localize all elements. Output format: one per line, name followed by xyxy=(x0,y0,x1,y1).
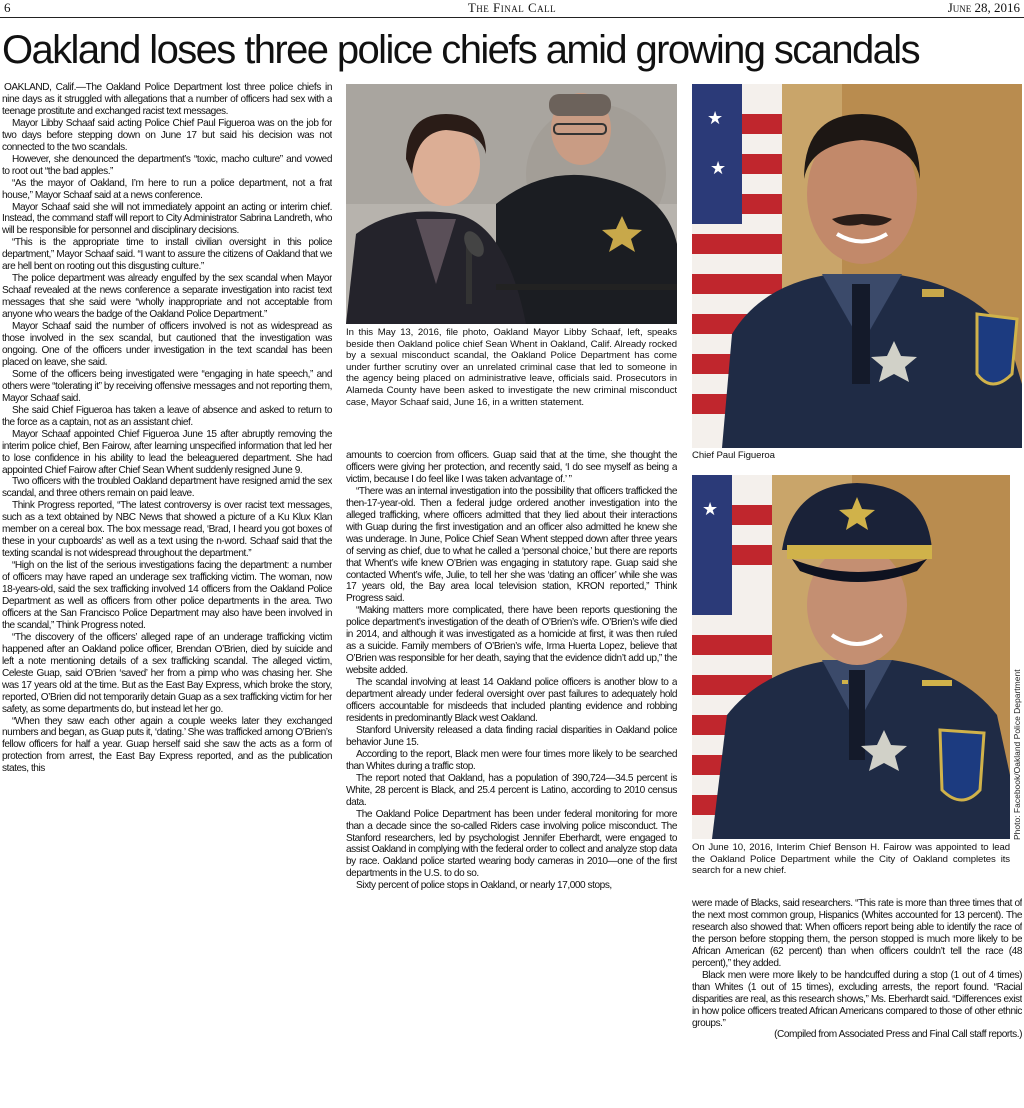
paragraph: Mayor Schaaf appointed Chief Figueroa June 15 after abruptly removing the interim police chief, Ben Fairow, after learning unspecified information that led her to lose confidence in his ability to lead the beleaguered department. She had appointed Chief Fairow after Chief Sean Whent suddenly resigned June 9. xyxy=(2,428,332,476)
issue-date: June 28, 2016 xyxy=(947,0,1020,15)
paragraph: The police department was already engulfed by the sex scandal when Mayor Schaaf revealed at the news conference a separate investigation into racist text messages that she said were “wholly inappropriate and not acceptable from anyone who wears the badge of the Oakland Police Department.” xyxy=(2,273,332,321)
paragraph: Mayor Libby Schaaf said acting Police Chief Paul Figueroa was on the job for two days before stepping down on June 17 but said his decision was not connected to the two scandals. xyxy=(2,117,332,153)
article-signoff: (Compiled from Associated Press and Final Call staff reports.) xyxy=(774,1029,1022,1041)
article-column-3 xyxy=(692,898,1022,1104)
mayor-photo-illustration xyxy=(346,84,677,324)
paragraph: However, she denounced the department’s “toxic, macho culture” and vowed to root out “the bad apples.” xyxy=(2,153,332,177)
paragraph: “When they saw each other again a couple weeks later they exchanged numbers and began, as Guap puts it, ‘dating.’ She was trafficked among O’Brien’s fellow officers for half a year. Guap herself said she saw the acts as a form of protection from arrest, the East Bay Express reported, and as the publication states, this xyxy=(2,715,332,775)
headline: Oakland loses three police chiefs amid growing scandals xyxy=(2,28,919,72)
paragraph: The report noted that Oakland, has a population of 390,724—34.5 percent is White, 28 percent is Black, and 25.4 percent is Latino, according to 2010 census data. xyxy=(346,772,677,808)
fairow-photo xyxy=(692,475,1010,839)
paragraph: “As the mayor of Oakland, I’m here to run a police department, not a frat house,” Mayor Schaaf said at a news conference. xyxy=(2,177,332,201)
article-column-1 xyxy=(2,82,332,1104)
paragraph: Think Progress reported, “The latest controversy is over racist text messages, such as a text obtained by NBC News that showed a picture of a Ku Klux Klan member on a cereal box. The box message read, ‘Brad, I heard you got boxes of these in your cupboards’ as well as a text using the n-word. Schaaf said that the texting scandal is not widespread throughout the department.” xyxy=(2,500,332,560)
paragraph: She said Chief Figueroa has taken a leave of absence and asked to return to the force as a captain, not as an assistant chief. xyxy=(2,404,332,428)
paragraph: “This is the appropriate time to install civilian oversight in this police department,” Mayor Schaaf said. “I want to assure the citizens of Oakland that we are hell bent on rooting out this disgusting culture.” xyxy=(2,237,332,273)
paragraph: “The discovery of the officers’ alleged rape of an underage trafficking victim happened after an Oakland police officer, Brendan O’Brien, died by suicide and left a note mentioning details of a sex trafficking scandal. The alleged victim, Celeste Guap, said O’Brien ‘saved’ her from a pimp who was chasing her. She was 17 years old at the time. But as the East Bay Express, which broke the story, reported, O’Brien did not temporarily detain Guap as a sex trafficking victim for her safety, as some departments do, but instead let her go. xyxy=(2,631,332,715)
paragraph: “There was an internal investigation into the possibility that officers trafficked the then-17-year-old. Then a federal judge ordered another investigation into the alleged trafficking, where officers admitted that they lied about their interactions with Guap during the first investigation and an officer also admitted he knew she was underage. In June, Police Chief Sean Whent stepped down after three years of serving as chief, due to what he called a ‘personal choice,’ but there are reports that Whent’s wife knew O’Brien was engaging in statutory rape. Guap said she contacted Whent’s wife, Julie, to tell her she was ‘dating an officer’ while she was 17 years old, the Bay area local television station, KRON reported,” Think Progress said. xyxy=(346,485,677,605)
paragraph: Stanford University released a data finding racial disparities in Oakland police behavior June 15. xyxy=(346,724,677,748)
paragraph: OAKLAND, Calif.—The Oakland Police Department lost three police chiefs in nine days as it struggled with allegations that a number of officers had sex with a teenage prostitute and exchanged racist text messages. xyxy=(2,82,332,117)
paragraph: Black men were more likely to be handcuffed during a stop (1 out of 4 times) than Whites (1 out of 15 times), excluding arrests, the report found. “Racial disparities are real, as this research shows,” Ms. Eberhardt said. “Differences exist in how police officers treated African Americans compared to those of other ethnic groups.” xyxy=(692,969,1022,1029)
paragraph: Mayor Schaaf said the number of officers involved is not as widespread as those involved in the sex scandal, but cautioned that the investigation was ongoing. One of the officers under investigation in the text scandal has been placed on leave, she said. xyxy=(2,321,332,368)
figueroa-photo-illustration xyxy=(692,84,1022,448)
paragraph: Mayor Schaaf said she will not immediately appoint an acting or interim chief. Instead, the command staff will report to City Administrator Sabrina Landreth, who will be responsible for personnel and disciplinary decisions. xyxy=(2,201,332,237)
page-number: 6 xyxy=(4,0,11,15)
figueroa-photo-caption: Chief Paul Figueroa xyxy=(692,450,775,461)
header-rule xyxy=(0,17,1024,18)
fairow-photo-illustration xyxy=(692,475,1010,839)
paragraph: Two officers with the troubled Oakland department have resigned amid the sex scandal, and three others remain on paid leave. xyxy=(2,476,332,500)
svg-text:★: ★ xyxy=(707,108,724,129)
paragraph: “High on the list of the serious investigations facing the department: a number of officers may have raped an underage sex trafficking victim. The woman, now 18-years-old, said the sex trafficking involved 14 officers from the Oakland Police Department as well as officers from other police departments in the area. Two officers at the San Francisco Police Department may also have been involved in the scandal,” Think Progress noted. xyxy=(2,560,332,631)
paragraph: According to the report, Black men were four times more likely to be searched than Whites during a traffic stop. xyxy=(346,748,677,772)
page-header xyxy=(0,0,1024,18)
paragraph: “Making matters more complicated, there have been reports questioning the police department’s investigation of the death of O’Brien’s wife. O’Brien’s wife died in 2014, and although it was investigated as a homicide at first, it was then ruled as a suicide. Family members of O’Brien’s wife, Irma Huerta Lopez, believe that O’Brien was responsible for her death, saying that the evidence didn’t add up,” the website added. xyxy=(346,605,677,677)
publication-name: The Final Call xyxy=(467,0,557,15)
paragraph: Sixty percent of police stops in Oakland, or nearly 17,000 stops, xyxy=(356,880,612,892)
paragraph: The scandal involving at least 14 Oakland police officers is another blow to a department already under federal oversight over past failures to adequately hold officers accountable for misdeeds that included planting evidence and robbing residents in predominantly Black west Oakland. xyxy=(346,677,677,724)
mayor-photo-caption: In this May 13, 2016, file photo, Oakland Mayor Libby Schaaf, left, speaks beside then Oakland police chief Sean Whent in Oakland, Calif. Already rocked by a sexual misconduct scandal, the Oakland Police Department has come under further scrutiny over an unrelated criminal case that led to someone in the agency being placed on administrative leave, officials said. Prosecutors in Alameda County have been asked to investigate the new criminal misconduct case, Mayor Schaaf said, June 16, in a written statement. xyxy=(346,327,677,408)
paragraph: amounts to coercion from officers. Guap said that at the time, she thought the officers were giving her protection, and recently said, ‘I do see myself as being a victim, because I do feel like I was taken advantage of.’ ” xyxy=(346,450,677,485)
svg-text:★: ★ xyxy=(710,158,727,179)
paragraph: were made of Blacks, said researchers. “This rate is more than three times that of the next most common group, Hispanics (Whites accounted for 13 percent). The research also showed that: When officers report being able to identify the race of the person before stopping them, the person stopped is much more likely to be African American (62 percent) than when officers couldn’t tell the race (48 percent),” they added. xyxy=(692,898,1022,969)
fairow-photo-caption: On June 10, 2016, Interim Chief Benson H. Fairow was appointed to lead the Oakland Police Department while the City of Oakland completes its search for a new chief. xyxy=(692,842,1010,877)
figueroa-photo xyxy=(692,84,1022,448)
photo-credit: Photo: Facebook/Oakland Police Department xyxy=(1012,669,1022,840)
article-column-2 xyxy=(346,450,677,1104)
svg-text:★: ★ xyxy=(702,499,719,520)
paragraph: Some of the officers being investigated were “engaging in hate speech,” and others were “tolerating it” by receiving offensive messages and not reporting them, Mayor Schaaf said. xyxy=(2,368,332,404)
paragraph: The Oakland Police Department has been under federal monitoring for more than a decade since the so-called Riders case involving police misconduct. The Stanford researchers, led by psychologist Jennifer Eberhardt, were engaged to assist Oakland in complying with the federal order to collect and analyze stop data by race. Oakland police started wearing body cameras in 2010—one of the first departments in the U.S. to do so. xyxy=(346,808,677,880)
mayor-photo xyxy=(346,84,677,324)
